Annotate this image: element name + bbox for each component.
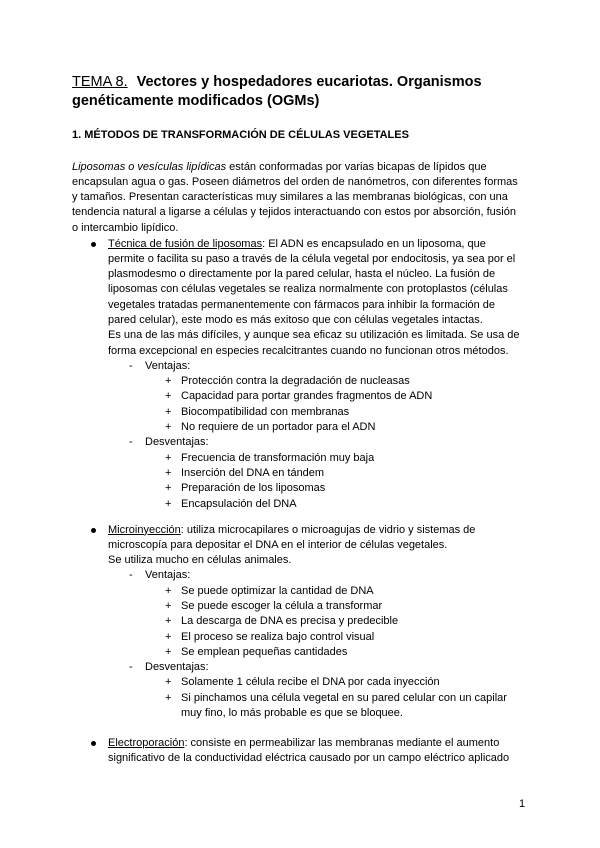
method-line: forma excepcional en especies recalcitrantes cuando no funcionan otros métodos.: [108, 344, 509, 357]
advantages-heading: [72, 568, 542, 583]
plus-marker: +: [165, 630, 172, 643]
method-line: [72, 237, 542, 252]
section-heading-text: 1. MÉTODOS DE TRANSFORMACIÓN DE CÉLULAS VEGETALES: [72, 128, 409, 141]
method-microinjection: [72, 523, 542, 722]
method-line: [72, 736, 542, 751]
advantage-text: Capacidad para portar grandes fragmentos de ADN: [181, 390, 433, 403]
method-text: : El ADN es encapsulado en un liposoma, que: [262, 237, 486, 250]
advantage-item: [72, 584, 542, 599]
method-line: [72, 523, 542, 538]
intro-line: tendencia natural a ligarse a células y tejidos interactuando con estos por absorción, fusión: [72, 206, 516, 219]
disadvantage-item: [72, 497, 542, 512]
document-title: [72, 73, 542, 111]
disadvantage-item: [72, 466, 542, 481]
intro-line: encapsulan agua o gas. Poseen diámetros del orden de nanómetros, con diferentes formas: [72, 175, 518, 188]
dash-marker: -: [129, 359, 133, 372]
method-name: Electroporación: [108, 736, 185, 749]
dash-marker: -: [129, 661, 133, 674]
advantage-text: Biocompatibilidad con membranas: [181, 405, 350, 418]
plus-marker: +: [165, 599, 172, 612]
disadvantage-item: [72, 481, 542, 496]
advantages-label: Ventajas:: [145, 569, 191, 582]
disadvantage-item: [72, 675, 542, 690]
advantage-text: Se emplean pequeñas cantidades: [181, 645, 348, 658]
method-electroporation: [72, 736, 542, 767]
advantage-item: [72, 614, 542, 629]
method-line: significativo de la conductividad eléctrica causado por un campo eléctrico aplicado: [108, 751, 510, 764]
method-line: liposomas con células vegetales se realiza normalmente con protoplastos (células: [108, 283, 508, 296]
advantage-item: [72, 599, 542, 614]
plus-marker: +: [165, 482, 172, 495]
disadvantage-text: Inserción del DNA en tándem: [181, 466, 325, 479]
method-line: Es una de las más difíciles, y aunque sea eficaz su utilización es limitada. Se usa de: [108, 329, 520, 342]
advantage-item: [72, 405, 542, 420]
intro-line: y tamaños. Presentan características muy similares a las membranas biológicas, con una: [72, 191, 508, 204]
disadvantage-text: Encapsulación del DNA: [181, 497, 297, 510]
disadvantage-text: Preparación de los liposomas: [181, 482, 326, 495]
advantage-text: Se puede optimizar la cantidad de DNA: [181, 584, 374, 597]
dash-marker: -: [129, 436, 133, 449]
method-text: : utiliza microcapilares o microagujas de vidrio y sistemas de: [180, 523, 476, 536]
dash-marker: -: [129, 569, 133, 582]
method-line: microscopía para depositar el DNA en el interior de células vegetales.: [108, 538, 448, 551]
plus-marker: +: [165, 466, 172, 479]
disadvantage-text: Frecuencia de transformación muy baja: [181, 451, 375, 464]
plus-marker: +: [165, 615, 172, 628]
intro-paragraph: [72, 160, 542, 236]
method-name: Microinyección: [108, 523, 181, 536]
advantage-item: [72, 389, 542, 404]
intro-term: Liposomas o vesículas lipídicas: [72, 160, 227, 173]
disadvantage-text: Si pinchamos una célula vegetal en su pared celular con un capilar: [181, 691, 507, 704]
plus-marker: +: [165, 584, 172, 597]
advantage-text: Protección contra la degradación de nucleasas: [181, 375, 410, 388]
plus-marker: +: [165, 405, 172, 418]
section-heading: [72, 128, 542, 143]
bullet-icon: [91, 741, 96, 746]
advantage-text: Se puede escoger la célula a transformar: [181, 599, 383, 612]
method-liposome-fusion: [72, 237, 542, 512]
method-line: permite o facilita su paso a través de la célula vegetal por endocitosis, ya sea por el: [108, 252, 516, 265]
plus-marker: +: [165, 645, 172, 658]
disadvantages-label: Desventajas:: [145, 436, 209, 449]
advantage-text: La descarga de DNA es precisa y predecible: [181, 615, 399, 628]
plus-marker: +: [165, 421, 172, 434]
intro-line: [72, 160, 542, 175]
title-label: TEMA 8.: [72, 73, 128, 90]
plus-marker: +: [165, 451, 172, 464]
method-line: Se utiliza mucho en células animales.: [108, 554, 292, 567]
plus-marker: +: [165, 676, 172, 689]
method-name: Técnica de fusión de liposomas: [108, 237, 263, 250]
title-text: Vectores y hospedadores eucariotas. Organismos: [136, 73, 482, 90]
method-line: vegetales tratadas permanentemente con fármacos para inhibir la formación de: [108, 298, 496, 311]
disadvantages-heading: [72, 660, 542, 675]
plus-marker: +: [165, 691, 172, 704]
method-line: plasmodesmo o directamente por la pared celular, hasta el núcleo. La fusión de: [108, 268, 496, 281]
method-text: : consiste en permeabilizar las membranas mediante el aumento: [184, 736, 500, 749]
disadvantage-item-continuation: muy fino, lo más probable es que se bloquee.: [181, 707, 403, 720]
plus-marker: +: [165, 497, 172, 510]
advantage-text: El proceso se realiza bajo control visual: [181, 630, 375, 643]
advantages-heading: [72, 359, 542, 374]
advantage-item: [72, 630, 542, 645]
advantage-text: No requiere de un portador para el ADN: [181, 421, 376, 434]
bullet-icon: [91, 528, 96, 533]
intro-line: o intercambio lipídico.: [72, 221, 179, 234]
intro-text: están conformadas por varias bicapas de lípidos que: [229, 160, 487, 173]
disadvantage-item: [72, 451, 542, 466]
plus-marker: +: [165, 375, 172, 388]
advantages-label: Ventajas:: [145, 359, 191, 372]
advantage-item: [72, 374, 542, 389]
advantage-item: [72, 645, 542, 660]
advantage-item: [72, 420, 542, 435]
disadvantages-heading: [72, 435, 542, 450]
disadvantages-label: Desventajas:: [145, 661, 209, 674]
method-line: pared celular), este modo es más exitoso que con células vegetales intactas.: [108, 313, 483, 326]
title-line-2: genéticamente modificados (OGMs): [72, 92, 320, 109]
page-number: 1: [519, 798, 526, 810]
disadvantage-item: [72, 691, 542, 706]
plus-marker: +: [165, 390, 172, 403]
disadvantage-text: Solamente 1 célula recibe el DNA por cada inyección: [181, 676, 440, 689]
bullet-icon: [91, 242, 96, 247]
title-line-1: [72, 73, 542, 92]
